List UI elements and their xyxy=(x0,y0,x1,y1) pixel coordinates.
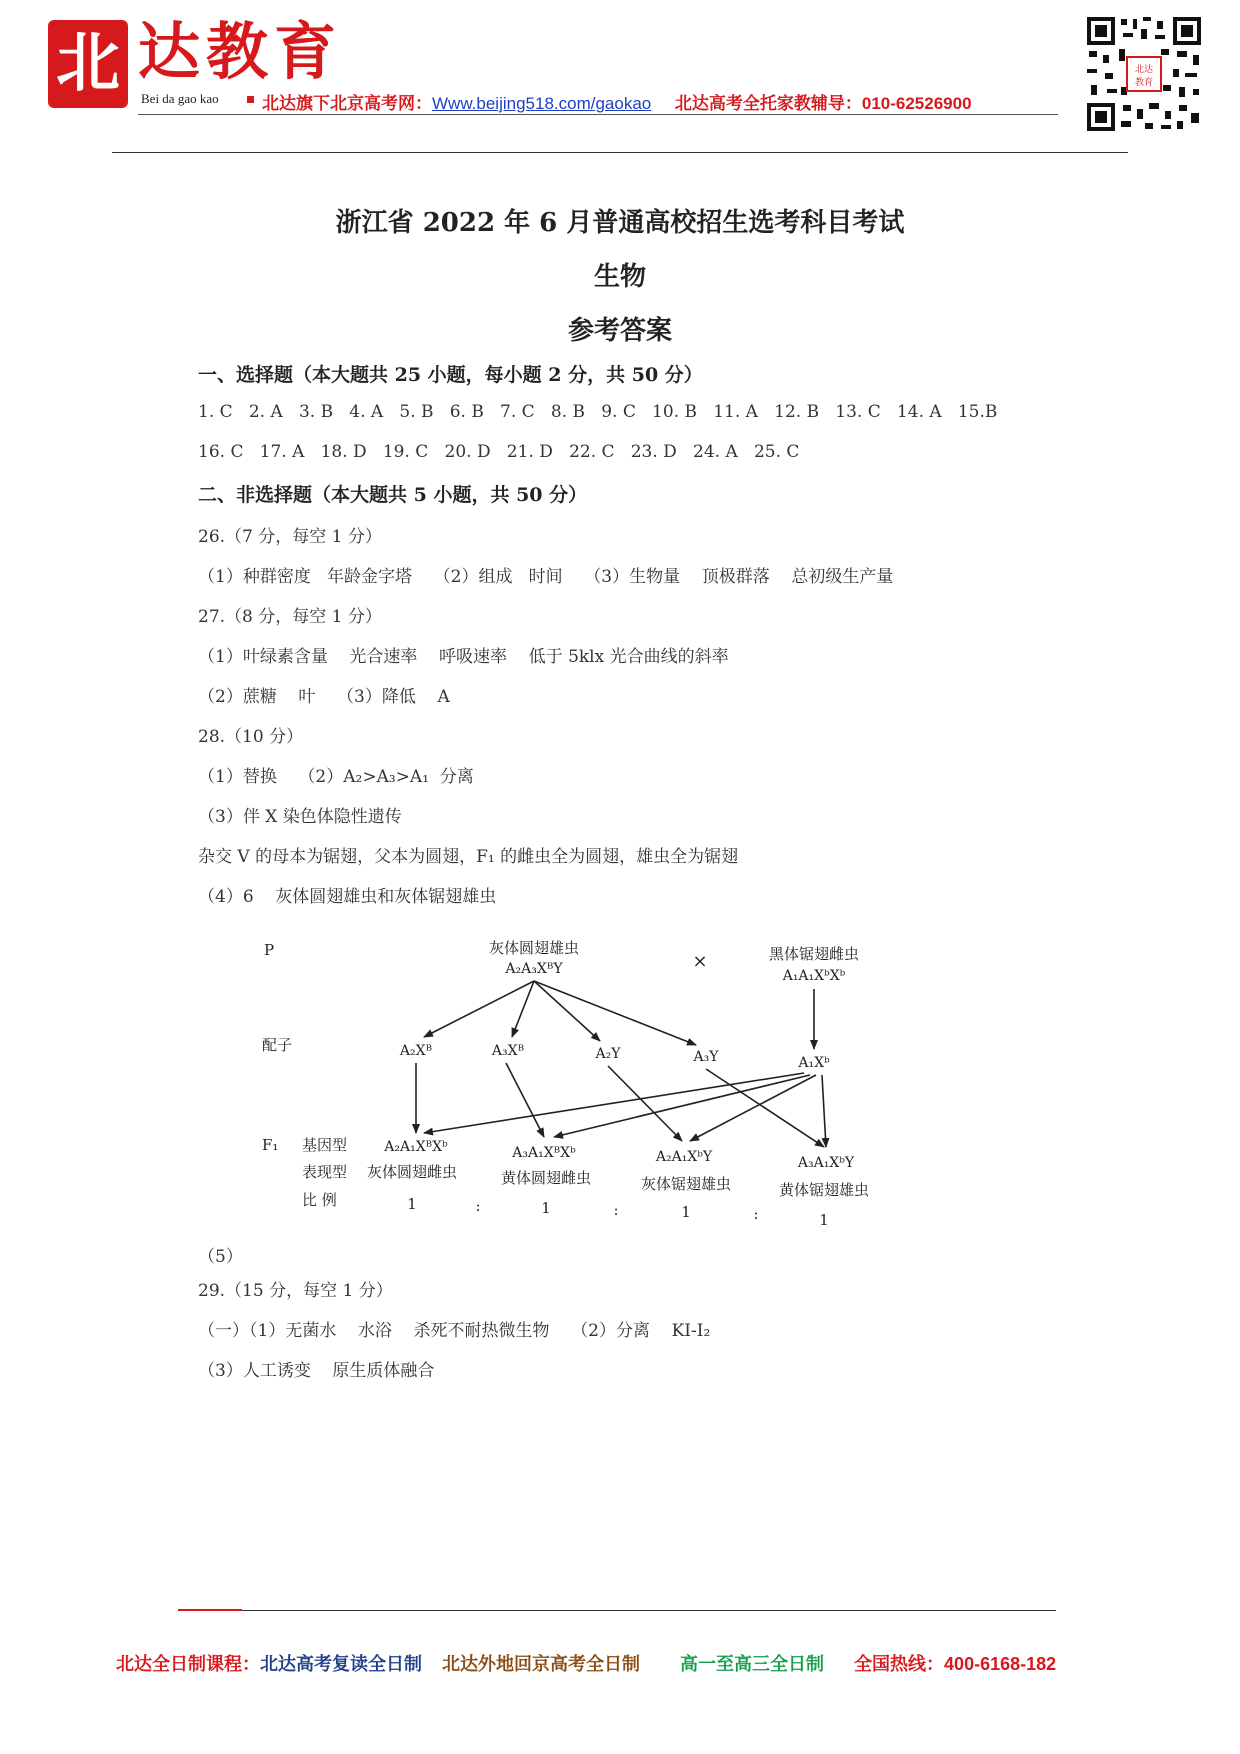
offspring-genotype: A₃A₁XᵇY xyxy=(797,1155,855,1171)
doc-title: 参考答案 xyxy=(567,316,672,346)
answer-line: （4）6 灰体圆翅雄虫和灰体锯翅雄虫 xyxy=(198,887,497,907)
hotline-label: 北达高考全托家教辅导：010-62526900 xyxy=(674,94,972,113)
qr-code-icon[interactable] xyxy=(1085,15,1203,133)
offspring-phenotype: 黄体圆翅雌虫 xyxy=(500,1169,592,1187)
answer-line: （3）人工诱变 原生质体融合 xyxy=(198,1361,435,1381)
parent-male-genotype: A₂A₃XᴮY xyxy=(505,961,563,977)
ratio-separator: : xyxy=(613,1201,619,1219)
genetic-cross-diagram xyxy=(244,915,884,1240)
cross-arrow xyxy=(822,1075,826,1147)
offspring-phenotype: 灰体锯翅雄虫 xyxy=(640,1175,732,1193)
offspring-genotype: A₂A₁XᴮXᵇ xyxy=(384,1139,448,1155)
main-rule xyxy=(112,152,1128,153)
f1-label: F₁ xyxy=(262,1136,279,1154)
cross-symbol: × xyxy=(692,951,708,972)
cross-arrow xyxy=(424,981,534,1037)
answer-line: （3）伴 X 染色体隐性遗传 xyxy=(198,807,402,827)
logo-mark: 北 xyxy=(48,20,128,108)
exam-title: 浙江省 2022 年 6 月普通高校招生选考科目考试 xyxy=(335,208,905,238)
genotype-label: 基因型 xyxy=(302,1136,348,1154)
logo-text: 达教育 xyxy=(138,15,343,88)
ratio-value: 1 xyxy=(819,1211,829,1229)
answer-line: （1）种群密度 年龄金字塔 （2）组成 时间 （3）生物量 顶极群落 总初级生产量 xyxy=(198,567,894,587)
header-rule xyxy=(138,114,1058,115)
footer-course[interactable]: 北达高考复读全日制 xyxy=(260,1654,422,1674)
parent-male-name: 灰体圆翅雄虫 xyxy=(488,939,580,957)
answer-line: 29.（15 分，每空 1 分） xyxy=(198,1281,393,1301)
gamete: A₃Y xyxy=(693,1049,719,1065)
cross-arrow xyxy=(608,1066,682,1141)
cross-arrow xyxy=(534,981,696,1045)
section2-heading: 二、非选择题（本大题共 5 小题，共 50 分） xyxy=(198,484,588,506)
ratio-value: 1 xyxy=(541,1199,551,1217)
p-label: P xyxy=(264,941,275,959)
footer-rule xyxy=(178,1610,1056,1611)
offspring-phenotype: 黄体锯翅雄虫 xyxy=(778,1181,870,1199)
gamete: A₂Xᴮ xyxy=(399,1043,433,1059)
answer-line: （2）蔗糖 叶 （3）降低 A xyxy=(198,687,450,707)
ratio-separator: : xyxy=(753,1205,759,1223)
offspring-genotype: A₂A₁XᵇY xyxy=(655,1149,713,1165)
svg-text:北达: 北达 xyxy=(1134,65,1154,75)
section1-heading: 一、选择题（本大题共 25 小题，每小题 2 分，共 50 分） xyxy=(198,364,703,386)
site-prefix: 北达旗下北京高考网： xyxy=(262,94,432,113)
header-info xyxy=(262,89,972,114)
subject-title: 生物 xyxy=(593,262,646,292)
offspring-phenotype: 灰体圆翅雌虫 xyxy=(366,1163,458,1181)
cross-arrow xyxy=(506,1063,544,1137)
footer-hotline: 全国热线：400-6168-182 xyxy=(854,1654,1057,1674)
answer-line: （5） xyxy=(198,1247,243,1267)
ratio-separator: : xyxy=(475,1197,481,1215)
answer-line: （1）叶绿素含量 光合速率 呼吸速率 低于 5klx 光合曲线的斜率 xyxy=(198,647,729,667)
answers-row2: 16. C 17. A 18. D 19. C 20. D 21. D 22. C 23. D 24. A 25. C xyxy=(198,442,800,462)
answer-line: 28.（10 分） xyxy=(198,727,304,747)
gamete-label: 配子 xyxy=(262,1036,293,1054)
gamete: A₁Xᵇ xyxy=(798,1055,830,1071)
site-link[interactable]: Www.beijing518.com/gaokao xyxy=(432,94,652,113)
parent-female-genotype: A₁A₁XᵇXᵇ xyxy=(782,968,846,984)
cross-arrow xyxy=(690,1075,816,1141)
parent-female-name: 黑体锯翅雌虫 xyxy=(768,945,860,963)
cross-arrow xyxy=(512,981,534,1037)
answer-line: 27.（8 分，每空 1 分） xyxy=(198,607,382,627)
bullet-square-icon xyxy=(247,96,254,103)
footer-course[interactable]: 高一至高三全日制 xyxy=(680,1654,825,1674)
ratio-value: 1 xyxy=(681,1203,691,1221)
ratio-value: 1 xyxy=(407,1195,417,1213)
answer-line: （1）替换 （2）A₂>A₃>A₁ 分离 xyxy=(198,767,474,787)
svg-text:教育: 教育 xyxy=(1134,78,1154,88)
footer-accent xyxy=(178,1609,242,1611)
cross-arrow xyxy=(424,1073,804,1133)
gamete: A₂Y xyxy=(595,1046,621,1062)
logo-pinyin: Bei da gao kao xyxy=(141,91,219,106)
footer-course[interactable]: 北达外地回京高考全日制 xyxy=(442,1654,641,1674)
phenotype-label: 表现型 xyxy=(302,1163,348,1181)
cross-arrow xyxy=(534,981,600,1041)
offspring-genotype: A₃A₁XᴮXᵇ xyxy=(512,1145,576,1161)
ratio-label: 比 例 xyxy=(302,1191,337,1209)
footer-label: 北达全日制课程： xyxy=(116,1654,260,1674)
footer-bar xyxy=(116,1650,1056,1676)
gamete: A₃Xᴮ xyxy=(491,1043,525,1059)
answer-line: 26.（7 分，每空 1 分） xyxy=(198,527,382,547)
answer-line: 杂交 V 的母本为锯翅，父本为圆翅，F₁ 的雌虫全为圆翅，雄虫全为锯翅 xyxy=(198,847,739,867)
answers-row1: 1. C 2. A 3. B 4. A 5. B 6. B 7. C 8. B 9. C 10. B 11. A 12. B 13. C 14. A 15.B xyxy=(198,402,998,422)
answer-line: （一）（1）无菌水 水浴 杀死不耐热微生物 （2）分离 KI-I₂ xyxy=(198,1321,711,1341)
